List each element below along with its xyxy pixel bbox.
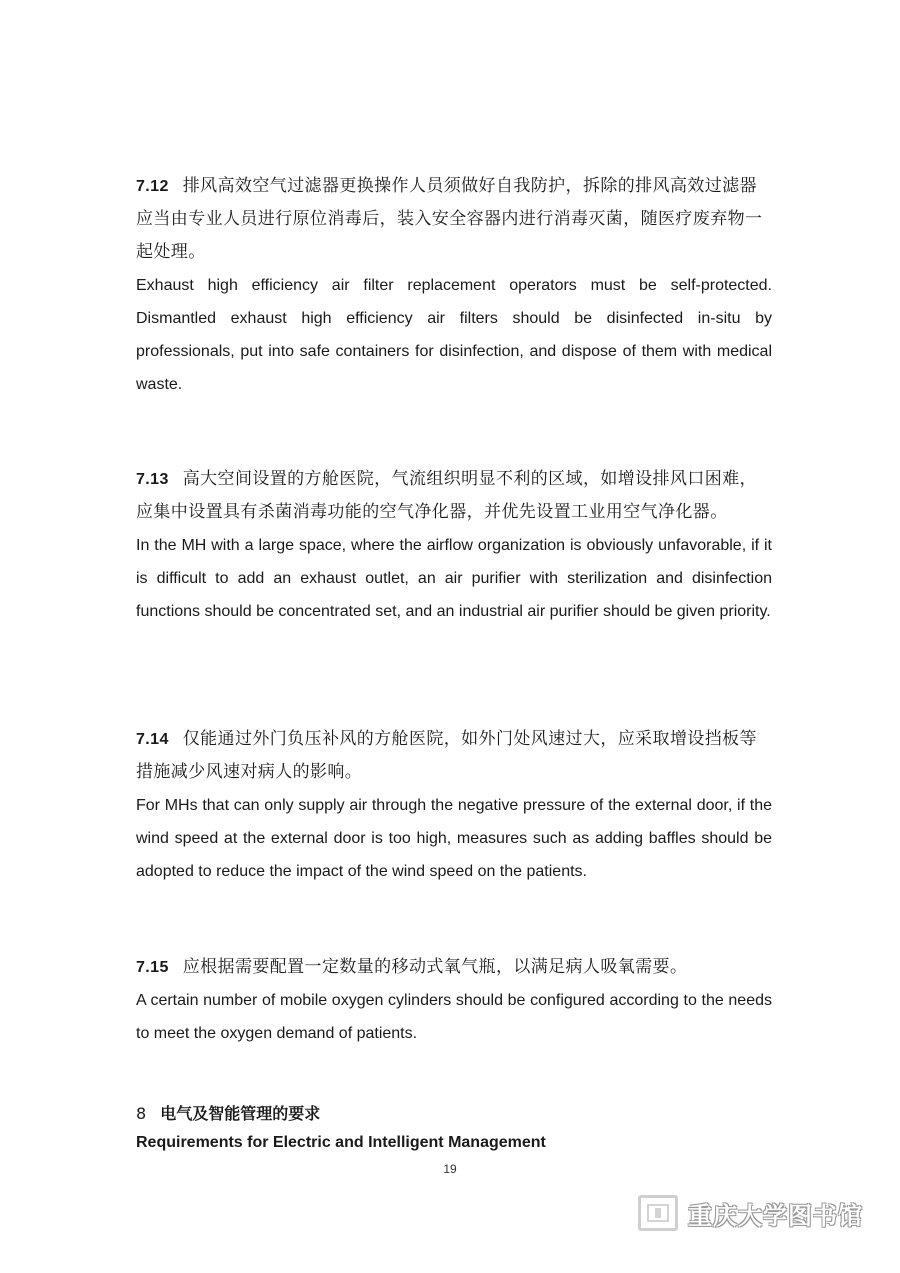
chapter-title-zh: 8 电气及智能管理的要求 xyxy=(136,1104,321,1123)
section-7-12 xyxy=(136,170,772,401)
library-seal-icon xyxy=(638,1195,678,1231)
section-en-text: For MHs that can only supply air through the negative pressure of the external door, if the wind speed at the external door is too high, measures such as adding baffles should be adopted to reduce the impact of the wind speed on the patients. xyxy=(136,797,772,880)
section-7-15 xyxy=(136,951,772,1050)
chapter-heading xyxy=(136,1100,772,1158)
section-en-text: A certain number of mobile oxygen cylinders should be configured according to the needs to meet the oxygen demand of patients. xyxy=(136,992,772,1042)
section-7-14 xyxy=(136,723,772,888)
section-zh-text: 7.14 仅能通过外门负压补风的方舱医院，如外门处风速过大，应采取增设挡板等措施减少风速对病人的影响。 xyxy=(136,729,757,782)
section-zh-text: 7.15 应根据需要配置一定数量的移动式氧气瓶，以满足病人吸氧需要。 xyxy=(136,957,688,977)
chapter-number: 8 xyxy=(136,1104,147,1123)
section-zh-text: 7.12 排风高效空气过滤器更换操作人员须做好自我防护，拆除的排风高效过滤器应当由专业人员进行原位消毒后，装入安全容器内进行消毒灭菌，随医疗废弃物一起处理。 xyxy=(136,176,763,262)
section-number: 7.13 xyxy=(136,471,169,488)
library-watermark xyxy=(638,1193,868,1233)
page-number: 19 xyxy=(443,1162,457,1176)
section-number: 7.14 xyxy=(136,731,169,748)
section-en-text: Exhaust high efficiency air filter replacement operators must be self-protected. Dismantled exhaust high efficiency air filters should be disinfected in-situ by professionals, put into safe containers for disinfection, and dispose of them with medical waste. xyxy=(136,277,772,393)
watermark-text: 重庆大学图书馆 xyxy=(688,1201,863,1230)
section-number: 7.15 xyxy=(136,959,169,976)
section-number: 7.12 xyxy=(136,178,169,195)
section-7-13 xyxy=(136,463,772,628)
chapter-title-en: Requirements for Electric and Intelligent Management xyxy=(136,1134,546,1151)
section-zh-text: 7.13 高大空间设置的方舱医院，气流组织明显不利的区域，如增设排风口困难，应集中设置具有杀菌消毒功能的空气净化器，并优先设置工业用空气净化器。 xyxy=(136,469,757,522)
section-en-text: In the MH with a large space, where the airflow organization is obviously unfavorable, if it is difficult to add an exhaust outlet, an air purifier with sterilization and disinfection functions should be concentrated set, and an industrial air purifier should be given priority. xyxy=(136,537,772,620)
